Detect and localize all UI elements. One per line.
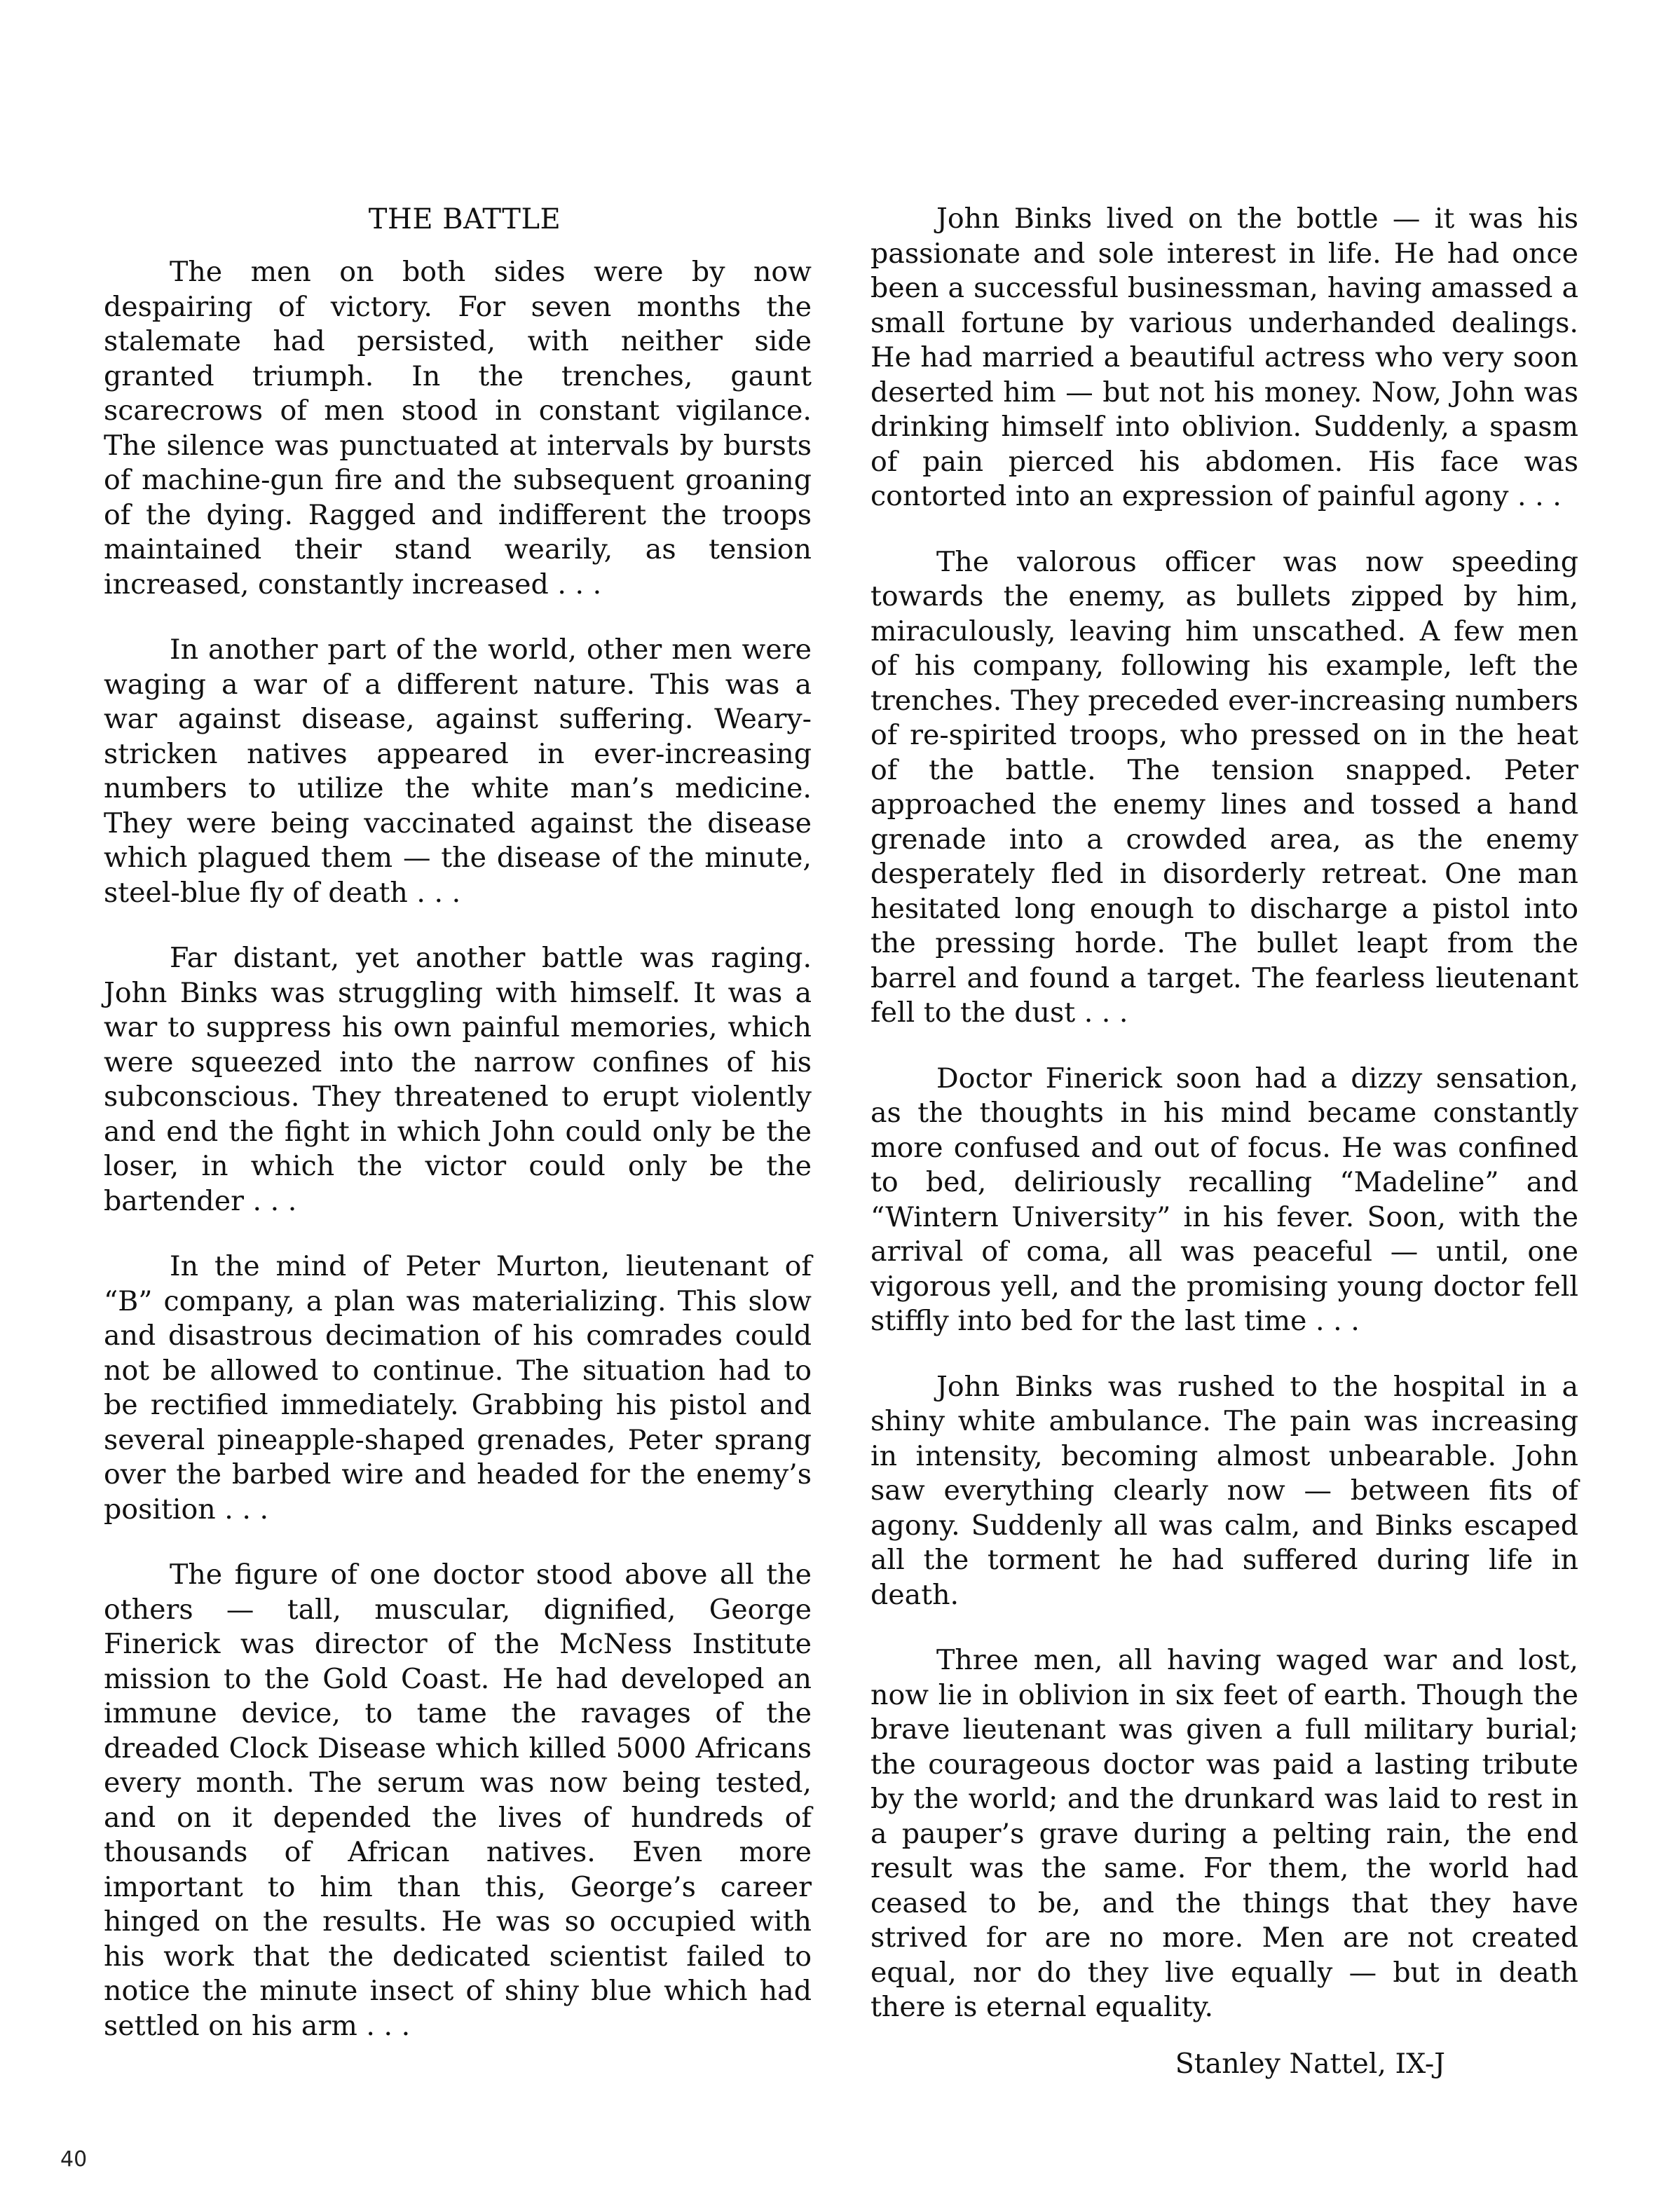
right-column bbox=[870, 202, 1578, 2081]
paragraph: The men on both sides were by now despairing of victory. For seven months the stalemate had persisted, with neither side granted triumph. In the trenches, gaunt scarecrows of men stood in constant vigilance. The silence was punctuated at intervals by bursts of machine-gun fire and the subsequent groaning of the dying. Ragged and indifferent the troops maintained their stand wearily, as tension increased, constantly increased . . . bbox=[104, 256, 812, 601]
author-signature: Stanley Nattel, IX-J bbox=[1175, 2047, 1445, 2080]
paragraph: John Binks was rushed to the hospital in a shiny white ambulance. The pain was increasing in intensity, becoming almost unbearable. John saw everything clearly now — between fits of agony. Suddenly all was calm, and Binks escaped all the torment he had suffered during life in death. bbox=[870, 1370, 1578, 1611]
paragraph: In the mind of Peter Murton, lieutenant of “B” company, a plan was materializing. This slow and disastrous decimation of his comrades could not be allowed to continue. The situation had to be rectified immediately. Grabbing his pistol and several pineapple-shaped grenades, Peter sprang over the barbed wire and headed for the enemy’s position . . . bbox=[104, 1250, 812, 1526]
paragraph: John Binks lived on the bottle — it was his passionate and sole interest in life. He had once been a successful businessman, having amassed a small fortune by various underhanded dealings. He had married a beautiful actress who very soon deserted him — but not his money. Now, John was drinking himself into oblivion. Suddenly, a spasm of pain pierced his abdomen. His face was contorted into an expression of painful agony . . . bbox=[870, 203, 1578, 512]
paragraph: Doctor Finerick soon had a dizzy sensation, as the thoughts in his mind became constantly more confused and out of focus. He was confined to bed, deliriously recalling “Madeline” and “Wintern University” in his fever. Soon, with the arrival of coma, all was peaceful — until, one vigorous yell, and the promising young doctor fell stiffly into bed for the last time . . . bbox=[870, 1062, 1578, 1337]
paragraph: Far distant, yet another battle was raging. John Binks was struggling with himself. It was a war to suppress his own painful memories, which were squeezed into the narrow confines of his subconscious. They threatened to erupt violently and end the fight in which John could only be the loser, in which the victor could only be the bartender . . . bbox=[104, 942, 812, 1217]
paragraph: Three men, all having waged war and lost, now lie in oblivion in six feet of earth. Though the brave lieutenant was given a full military burial; the courageous doctor was paid a lasting tribute by the world; and the drunkard was laid to rest in a pauper’s grave during a pelting rain, the end result was the same. For them, the world had ceased to be, and the things that they have strived for are no more. Men are not created equal, nor do they live equally — but in death there is eternal equality. bbox=[870, 1644, 1578, 2023]
paragraph: The figure of one doctor stood above all the others — tall, muscular, dignified, George Finerick was director of the McNess Institute mission to the Gold Coast. He had developed an immune device, to tame the ravages of the dreaded Clock Disease which killed 5000 Africans every month. The serum was now being tested, and on it depended the lives of hundreds of thousands of African natives. Even more important to him than this, George’s career hinged on the results. He was so occupied with his work that the dedicated scientist failed to notice the minute insect of shiny blue which had settled on his arm . . . bbox=[104, 1559, 812, 2042]
paragraph: In another part of the world, other men were waging a war of a different nature. This was a war against disease, against suffering. Weary-stricken natives appeared in ever-increasing numbers to utilize the white man’s medicine. They were being vaccinated against the disease which plagued them — the disease of the minute, steel-blue fly of death . . . bbox=[104, 633, 812, 909]
story-title: THE BATTLE bbox=[368, 203, 561, 235]
page-number: 40 bbox=[60, 2147, 88, 2172]
left-column bbox=[104, 202, 812, 2074]
paragraph: The valorous officer was now speeding towards the enemy, as bullets zipped by him, miraculously, leaving him unscathed. A few men of his company, following his example, left the trenches. They preceded ever-increasing numbers of re-spirited troops, who pressed on in the heat of the battle. The tension snapped. Peter approached the enemy lines and tossed a hand grenade into a crowded area, as the enemy desperately fled in disorderly retreat. One man hesitated long enough to discharge a pistol into the pressing horde. The bullet leapt from the barrel and found a target. The fearless lieutenant fell to the dust . . . bbox=[870, 545, 1578, 1029]
